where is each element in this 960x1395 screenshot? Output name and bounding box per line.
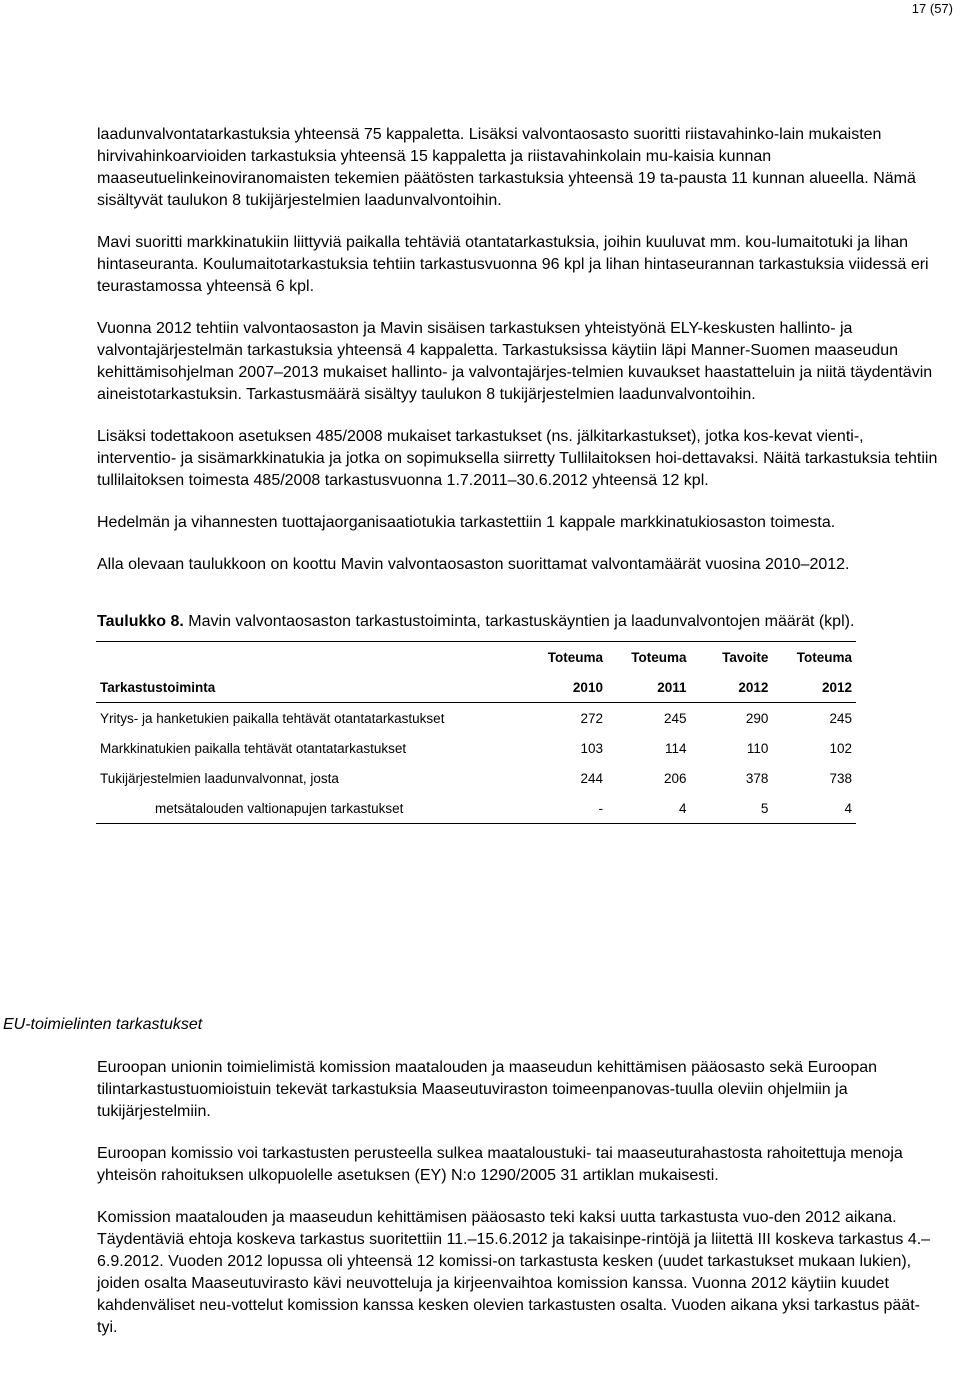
main-text-2: [97, 1057, 940, 1359]
table-caption: [97, 611, 940, 633]
table-8: [96, 641, 856, 824]
table-cell: 244: [580, 770, 603, 786]
table-cell: 272: [580, 710, 603, 726]
header-cell: Tavoite: [691, 642, 773, 673]
table-cell: 5: [691, 793, 773, 824]
paragraph: Euroopan komissio voi tarkastusten perusteella sulkea maataloustuki- tai maaseuturahastosta rahoitettuja menoja yhteisön rahoituksen ulkopuolelle asetuksen (EY) N:o 1290/2005 31 artiklan mukaisesti.: [97, 1145, 903, 1184]
table-row: [96, 793, 856, 824]
table-cell: 245: [829, 710, 852, 726]
paragraph: Vuonna 2012 tehtiin valvontaosaston ja Mavin sisäisen tarkastuksen yhteistyönä ELY-keskusten hallinto- ja valvontajärjestelmän tarkastuksia yhteensä 4 kappaletta. Tarkastuksissa käytiin läpi Manner-Suomen maaseudun kehittämisohjelman 2007–2013 mukaiset hallinto- ja valvontajärjes-telmien kuvaukset haastatteluin ja niitä täydentävin aineistotarkastuksin. Tarkastusmäärä sisältyy taulukon 8 tukijärjestelmien laadunvalvontoihin.: [97, 320, 933, 403]
table-caption-label: Taulukko 8.: [97, 613, 184, 630]
main-text: [97, 124, 940, 824]
table-cell: 290: [745, 710, 769, 726]
header-cell: Toteuma: [607, 642, 691, 673]
paragraph: Alla olevaan taulukkoon on koottu Mavin valvontaosaston suorittamat valvontamäärät vuosina 2010–2012.: [97, 556, 850, 573]
paragraph: Mavi suoritti markkinatukiin liittyviä paikalla tehtäviä otantatarkastuksia, joihin kuuluvat mm. kou-lumaitotuki ja lihan hintaseuranta. Koulumaitotarkastuksia tehtiin tarkastusvuonna 96 kpl ja lihan hintaseurannan tarkastuksia viidessä eri teurastamossa yhteensä 6 kpl.: [97, 234, 929, 295]
table-cell: 378: [745, 770, 769, 786]
table-row: [96, 733, 856, 763]
table-cell: 4: [772, 793, 856, 824]
header-cell: [96, 642, 523, 673]
header-cell: 2012: [691, 672, 773, 703]
table-cell: 102: [829, 740, 852, 756]
table-cell: 114: [664, 740, 687, 756]
paragraph: Lisäksi todettakoon asetuksen 485/2008 mukaiset tarkastukset (ns. jälkitarkastukset), jotka kos-kevat vienti-, interventio- ja sisämarkkinatukia ja jotka on sopimuksella siirretty Tullilaitoksen hoi-dettavaksi. Näitä tarkastuksia tehtiin tullilaitoksen toimesta 485/2008 tarkastusvuonna 1.7.2011–30.6.2012 yhteensä 12 kpl.: [97, 428, 938, 489]
table-row: [96, 703, 856, 734]
paragraph: Komission maatalouden ja maaseudun kehittämisen pääosasto teki kaksi uutta tarkastusta vuo-den 2012 aikana. Täydentäviä ehtoja koskeva tarkastus suoritettiin 11.–15.6.2012 ja takaisinpe-rintöjä ja liitettä III koskeva tarkastus 4.–6.9.2012. Vuoden 2012 lopussa oli yhteensä 12 komissi-on tarkastusta kesken (uudet tarkastukset mukaan lukien), joiden osalta Maaseutuvirasto kävi neuvotteluja ja kirjeenvaihtoa komission kanssa. Vuonna 2012 käytiin kuudet kahdenväliset neu-vottelut komission kanssa kesken olevien tarkastusten osalta. Vuoden aikana yksi tarkastus päät-tyi.: [97, 1209, 931, 1336]
table-cell: 738: [829, 770, 852, 786]
table-cell: 206: [663, 770, 687, 786]
header-cell: Tarkastustoiminta: [96, 672, 523, 703]
table-cell: -: [523, 793, 607, 824]
table-cell: Yritys- ja hanketukien paikalla tehtävät otantatarkastukset: [100, 710, 445, 726]
header-cell: Toteuma: [772, 642, 856, 673]
page-number: 17 (57): [911, 1, 953, 16]
table-cell: metsätalouden valtionapujen tarkastukset: [96, 793, 523, 824]
header-cell: 2012: [772, 672, 856, 703]
table-caption-text: Mavin valvontaosaston tarkastustoiminta, tarkastuskäyntien ja laadunvalvontojen määrät (kpl).: [183, 613, 855, 630]
table-cell: Markkinatukien paikalla tehtävät otantatarkastukset: [100, 740, 407, 756]
table-header-row: [96, 672, 856, 703]
table-cell: 4: [607, 793, 691, 824]
header-cell: Toteuma: [523, 642, 607, 673]
table-cell: 103: [580, 740, 603, 756]
section-heading: EU-toimielinten tarkastukset: [3, 1016, 203, 1033]
paragraph: laadunvalvontatarkastuksia yhteensä 75 kappaletta. Lisäksi valvontaosasto suoritti riistavahinko-lain mukaisten hirvivahinkoarvioiden tarkastuksia yhteensä 15 kappaletta ja riistavahinkolain mu-kaisia kunnan maaseutuelinkeinoviranomaisten tekemien päätösten tarkastuksia yhteensä 19 ta-pausta 11 kunnan alueella. Nämä sisältyvät taulukon 8 tukijärjestelmien laadunvalvontoihin.: [97, 126, 916, 209]
table-cell: 245: [663, 710, 687, 726]
paragraph: Euroopan unionin toimielimistä komission maatalouden ja maaseudun kehittämisen pääosasto sekä Euroopan tilintarkastustuomioistuin tekevät tarkastuksia Maaseutuviraston toimeenpanovas-tuulla oleviin ohjelmiin ja tukijärjestelmiin.: [97, 1059, 878, 1120]
table-header-row: [96, 642, 856, 673]
header-cell: 2010: [523, 672, 607, 703]
paragraph: Hedelmän ja vihannesten tuottajaorganisaatiotukia tarkastettiin 1 kappale markkinatukiosaston toimesta.: [97, 514, 836, 531]
table-cell: 110: [746, 740, 769, 756]
table-row: [96, 763, 856, 793]
header-cell: 2011: [607, 672, 691, 703]
table-cell: Tukijärjestelmien laadunvalvonnat, josta: [100, 770, 339, 786]
